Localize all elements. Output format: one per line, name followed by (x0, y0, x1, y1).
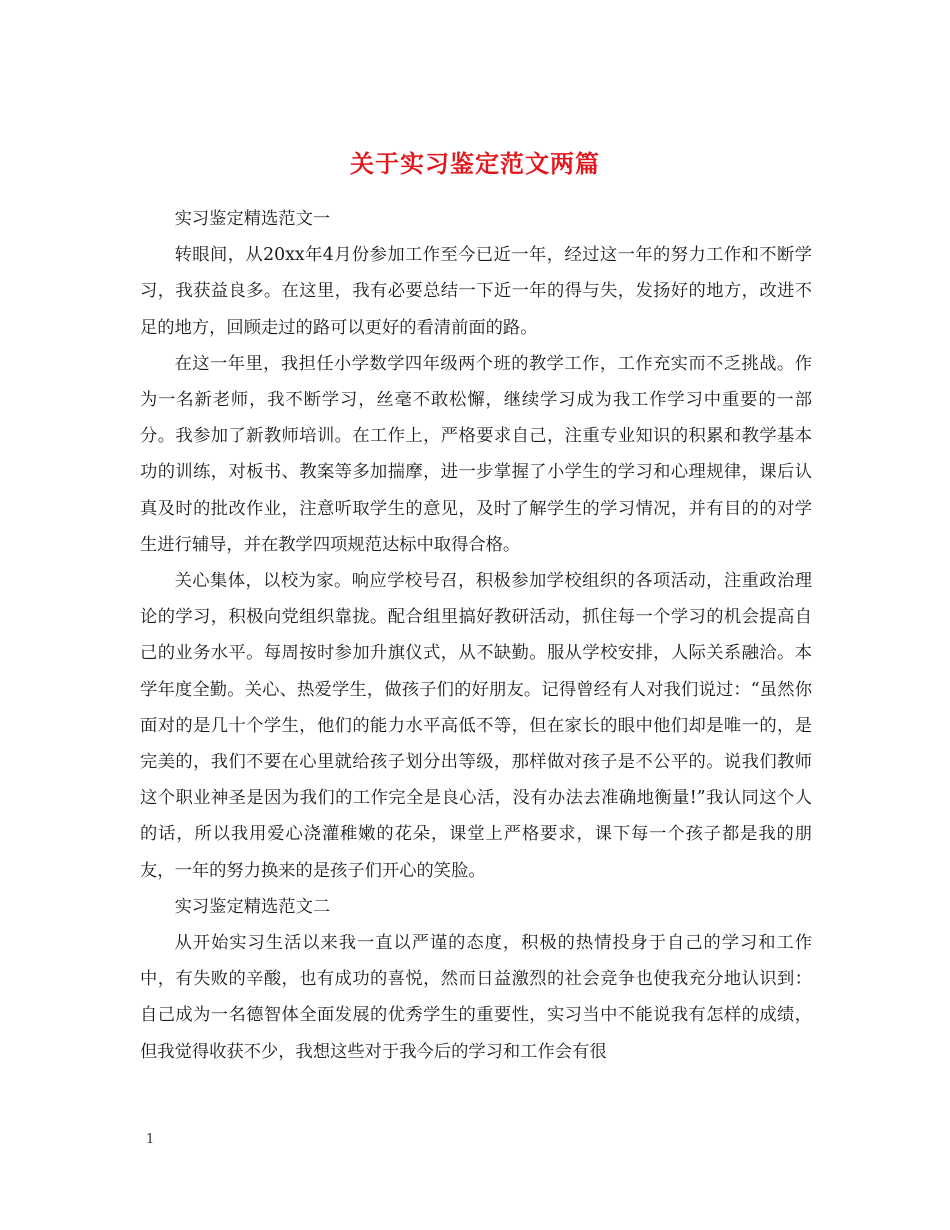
document-title: 关于实习鉴定范文两篇 (350, 149, 600, 179)
section-heading-1: 实习鉴定精选范文一 (174, 209, 331, 229)
body-paragraph: 在这一年里，我担任小学数学四年级两个班的教学工作，工作充实而不乏挑战。作为一名新老师，我不断学习，丝毫不敢松懈，继续学习成为我工作学习中重要的一部分。我参加了新教师培训。在工作上，严格要求自己，注重专业知识的积累和教学基本功的训练，对板书、教案等多加揣摩，进一步掌握了小学生的学习和心理规律，课后认真及时的批改作业，注意听取学生的意见，及时了解学生的学习情况，并有目的的对学生进行辅导，并在教学四项规范达标中取得合格。 (140, 353, 812, 555)
document-body (140, 201, 812, 1070)
page-number: 1 (146, 1132, 155, 1147)
body-paragraph: 关心集体，以校为家。响应学校号召，积极参加学校组织的各项活动，注重政治理论的学习，积极向党组织靠拢。配合组里搞好教研活动，抓住每一个学习的机会提高自己的业务水平。每周按时参加升旗仪式，从不缺勤。服从学校安排，人际关系融洽。本学年度全勤。关心、热爱学生，做孩子们的好朋友。记得曾经有人对我们说过：“虽然你面对的是几十个学生，他们的能力水平高低不等，但在家长的眼中他们却是唯一的，是完美的，我们不要在心里就给孩子划分出等级，那样做对孩子是不公平的。说我们教师这个职业神圣是因为我们的工作完全是良心活，没有办法去准确地衡量!”我认同这个人的话，所以我用爱心浇灌稚嫩的花朵，课堂上严格要求，课下每一个孩子都是我的朋友，一年的努力换来的是孩子们开心的笑脸。 (140, 571, 812, 881)
section-heading-2: 实习鉴定精选范文二 (174, 896, 331, 917)
body-paragraph: 从开始实习生活以来我一直以严谨的态度，积极的热情投身于自己的学习和工作中，有失败的辛酸，也有成功的喜悦，然而日益激烈的社会竞争也使我充分地认识到：自己成为一名德智体全面发展的优秀学生的重要性，实习当中不能说我有怎样的成绩，但我觉得收获不少，我想这些对于我今后的学习和工作会有很 (140, 933, 812, 1062)
body-paragraph: 转眼间，从20xx年4月份参加工作至今已近一年，经过这一年的努力工作和不断学习，我获益良多。在这里，我有必要总结一下近一年的得与失，发扬好的地方，改进不足的地方，回顾走过的路可以更好的看清前面的路。 (140, 245, 812, 338)
